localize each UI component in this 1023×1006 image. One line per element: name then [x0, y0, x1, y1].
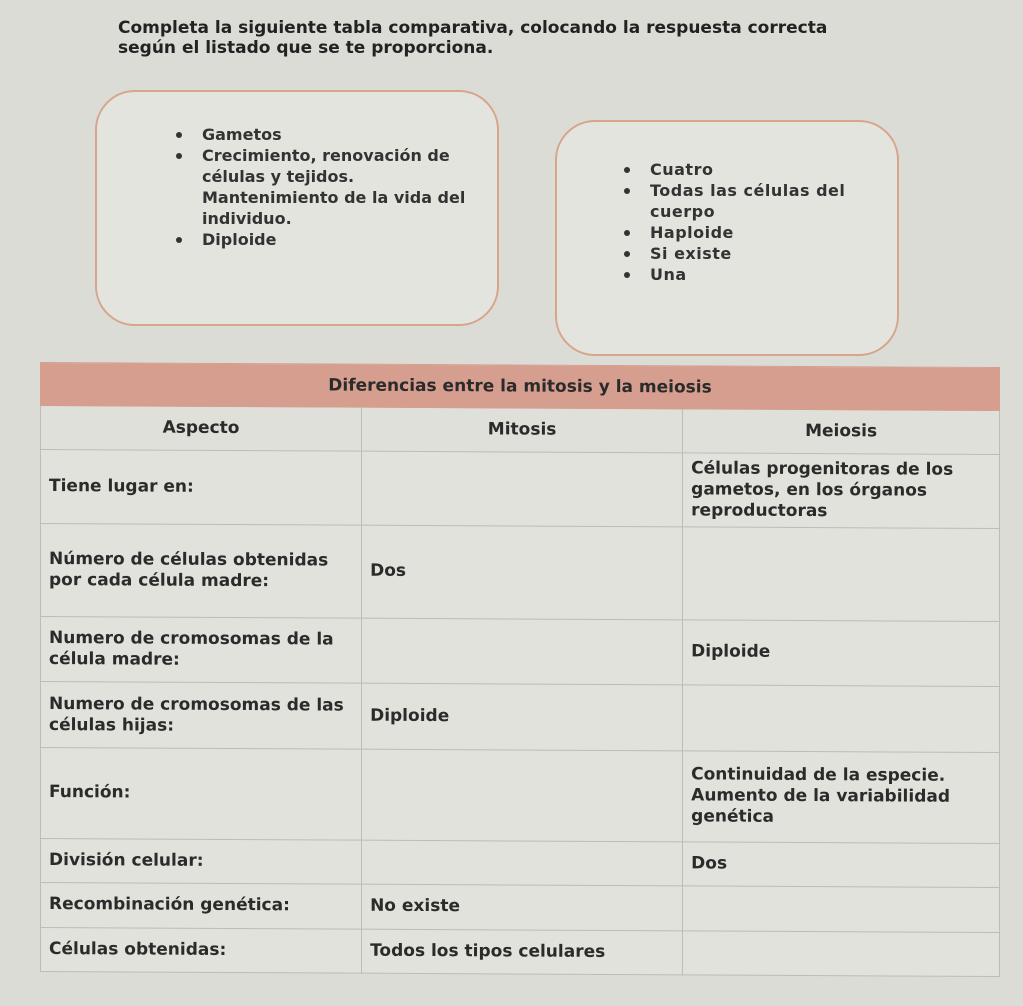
bullet-icon — [624, 251, 630, 257]
aspect-cell: Células obtenidas: — [41, 927, 362, 973]
mitosis-cell[interactable]: Todos los tipos celulares — [362, 929, 683, 975]
option-text: Una — [650, 265, 687, 284]
instructions-text: Completa la siguiente tabla comparativa, colocando la respuesta correcta según el listado que se te proporciona. — [118, 18, 828, 58]
right-options-box — [555, 120, 899, 356]
right-options-list — [650, 159, 875, 285]
meiosis-cell[interactable] — [683, 685, 1000, 752]
meiosis-cell[interactable]: Continuidad de la especie. Aumento de la variabilidad genética — [683, 751, 1000, 844]
bullet-icon — [176, 132, 182, 138]
option-item — [650, 159, 875, 180]
option-text: Todas las células del cuerpo — [650, 181, 846, 221]
table-row — [41, 523, 1000, 621]
bullet-icon — [176, 153, 182, 159]
aspect-cell: Número de células obtenidas por cada célula madre: — [41, 523, 362, 618]
aspect-cell: Tiene lugar en: — [41, 449, 362, 525]
option-text: Mantenimiento de la vida del individuo. — [202, 188, 466, 228]
aspect-cell: División celular: — [41, 838, 362, 884]
header-aspect: Aspecto — [41, 406, 362, 451]
table-row — [41, 838, 1000, 887]
meiosis-cell[interactable] — [683, 930, 1000, 976]
option-text: Gametos — [202, 125, 282, 144]
comparison-table-wrapper — [40, 362, 1000, 977]
mitosis-cell[interactable]: No existe — [362, 884, 683, 930]
aspect-cell: Recombinación genética: — [41, 883, 362, 929]
mitosis-cell[interactable]: Dos — [362, 525, 683, 620]
mitosis-cell[interactable] — [362, 749, 683, 842]
option-item — [202, 229, 472, 250]
table-row — [41, 883, 1000, 932]
mitosis-cell[interactable]: Diploide — [362, 683, 683, 750]
option-item — [202, 187, 472, 229]
option-text: Si existe — [650, 244, 732, 263]
option-text: Diploide — [202, 230, 277, 249]
option-item — [202, 145, 472, 187]
header-meiosis: Meiosis — [683, 409, 1000, 454]
option-item — [202, 124, 472, 145]
aspect-cell: Función: — [41, 747, 362, 840]
header-mitosis: Mitosis — [362, 408, 683, 453]
option-item — [650, 243, 875, 264]
meiosis-cell[interactable] — [683, 886, 1000, 932]
table-row — [41, 616, 1000, 687]
bullet-icon — [176, 237, 182, 243]
aspect-cell: Numero de cromosomas de las células hijas: — [41, 682, 362, 749]
left-options-box — [95, 90, 499, 326]
bullet-icon — [624, 167, 630, 173]
table-row — [41, 927, 1000, 976]
table-row — [41, 449, 1000, 528]
option-text: Haploide — [650, 223, 734, 242]
bullet-icon — [624, 230, 630, 236]
meiosis-cell[interactable]: Diploide — [683, 620, 1000, 687]
mitosis-cell[interactable] — [362, 451, 683, 527]
option-text: Crecimiento, renovación de células y tejidos. — [202, 146, 450, 186]
table-row — [41, 682, 1000, 753]
table-row — [41, 747, 1000, 843]
option-item — [650, 264, 875, 285]
table-title: Diferencias entre la mitosis y la meiosis — [41, 363, 1000, 411]
comparison-table — [40, 362, 1000, 977]
aspect-cell: Numero de cromosomas de la célula madre: — [41, 616, 362, 683]
option-text: Cuatro — [650, 160, 714, 179]
option-item — [650, 222, 875, 243]
left-options-list — [202, 124, 472, 250]
meiosis-cell[interactable] — [683, 527, 1000, 622]
meiosis-cell[interactable]: Dos — [683, 842, 1000, 888]
option-item — [650, 180, 875, 222]
mitosis-cell[interactable] — [362, 840, 683, 886]
mitosis-cell[interactable] — [362, 618, 683, 685]
bullet-icon — [624, 272, 630, 278]
meiosis-cell[interactable]: Células progenitoras de los gametos, en los órganos reproductoras — [683, 453, 1000, 529]
bullet-icon — [624, 188, 630, 194]
